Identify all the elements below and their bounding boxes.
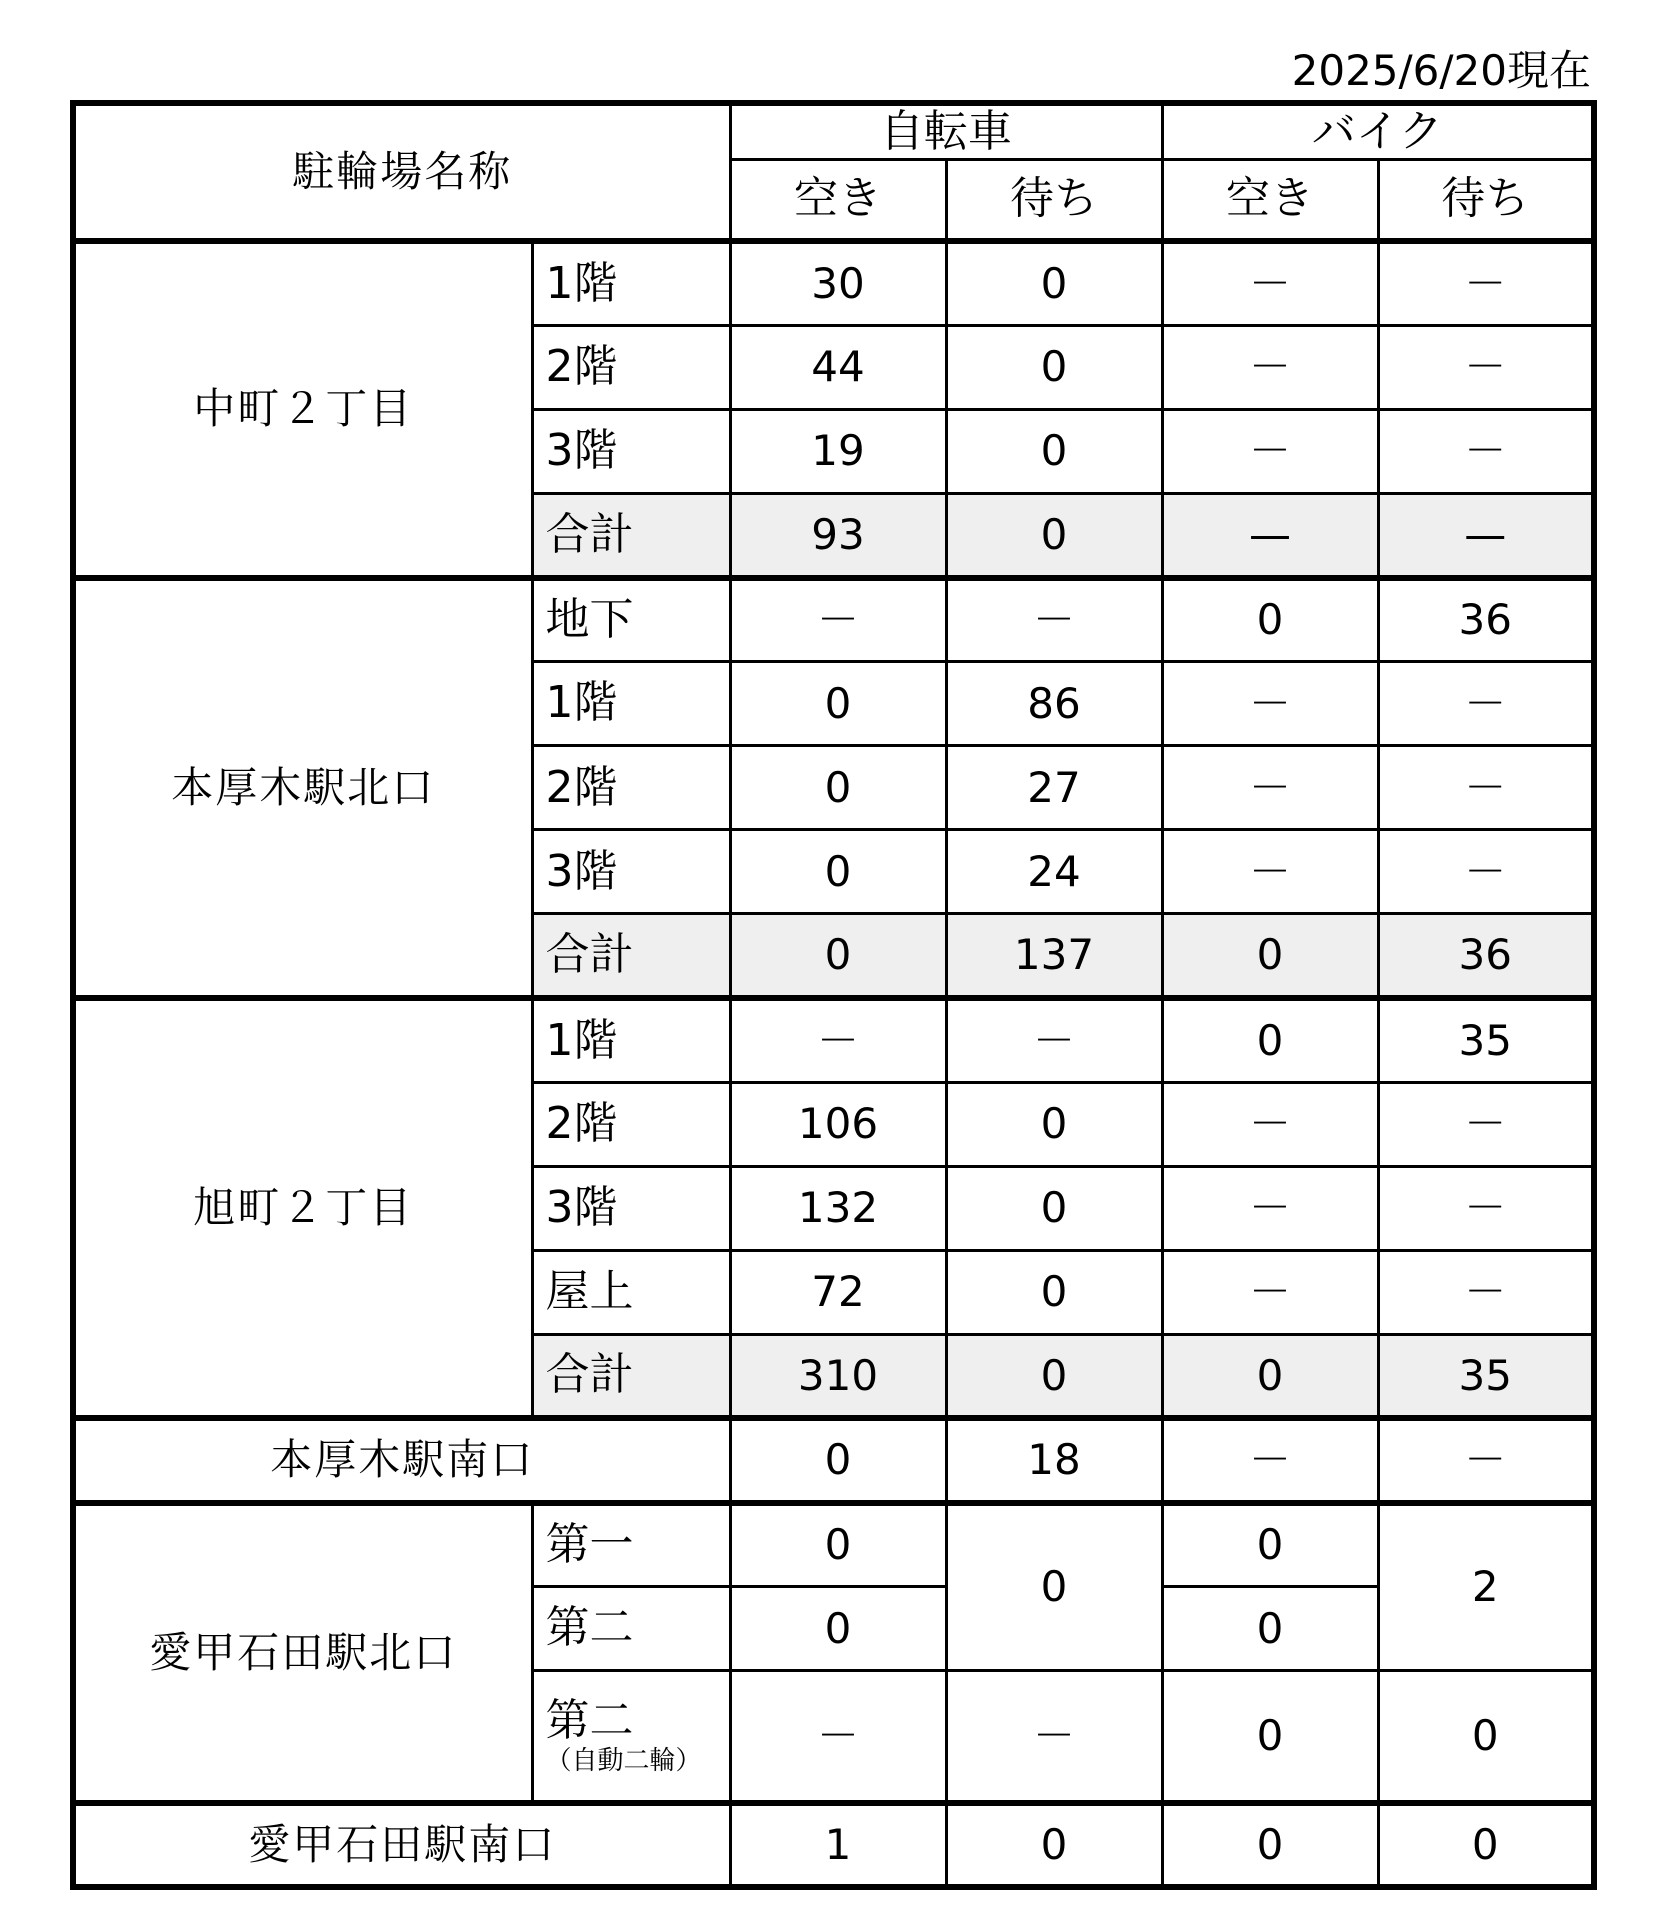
bike-vacant-cell: － xyxy=(1162,241,1378,325)
floor-label-main: 第二 xyxy=(545,1694,634,1746)
lot-name: 愛甲石田駅北口 xyxy=(73,1503,532,1803)
bicycle-vacant-cell: 0 xyxy=(730,1503,946,1587)
bicycle-waiting-cell: 0 xyxy=(946,1250,1162,1334)
bicycle-vacant-cell: － xyxy=(730,578,946,662)
header-bike-waiting: 待ち xyxy=(1378,159,1594,241)
bicycle-waiting-cell: 86 xyxy=(946,662,1162,746)
bicycle-waiting-cell: 0 xyxy=(946,409,1162,493)
bike-vacant-cell: － xyxy=(1162,1418,1378,1502)
floor-label-sub: （自動二輪） xyxy=(545,1745,702,1776)
floor-label: 合計 xyxy=(532,493,730,577)
bike-waiting-cell: 0 xyxy=(1378,1671,1594,1803)
bike-waiting-cell: － xyxy=(1378,1418,1594,1502)
bicycle-vacant-cell: 0 xyxy=(730,1587,946,1671)
bike-vacant-cell: － xyxy=(1162,746,1378,830)
floor-label: 1階 xyxy=(532,662,730,746)
bicycle-vacant-cell: 93 xyxy=(730,493,946,577)
bike-vacant-cell: － xyxy=(1162,662,1378,746)
floor-label: 合計 xyxy=(532,1334,730,1418)
bike-waiting-cell: － xyxy=(1378,1250,1594,1334)
table-row xyxy=(73,1503,1594,1587)
bike-waiting-cell: － xyxy=(1378,746,1594,830)
header-bike: バイク xyxy=(1162,103,1594,159)
floor-label: 屋上 xyxy=(532,1250,730,1334)
bicycle-waiting-cell: 0 xyxy=(946,1082,1162,1166)
bike-vacant-cell: 0 xyxy=(1162,1587,1378,1671)
bicycle-waiting-cell: － xyxy=(946,998,1162,1082)
table-row xyxy=(73,241,1594,325)
bike-vacant-cell: 0 xyxy=(1162,914,1378,998)
bike-vacant-cell: 0 xyxy=(1162,1803,1378,1887)
floor-label: 地下 xyxy=(532,578,730,662)
bicycle-waiting-cell: 0 xyxy=(946,1334,1162,1418)
bike-waiting-cell: 35 xyxy=(1378,1334,1594,1418)
floor-label: 1階 xyxy=(532,241,730,325)
floor-label: 2階 xyxy=(532,1082,730,1166)
bicycle-waiting-cell: 18 xyxy=(946,1418,1162,1502)
bicycle-vacant-cell: － xyxy=(730,998,946,1082)
bike-vacant-cell: 0 xyxy=(1162,1671,1378,1803)
bicycle-vacant-cell: 30 xyxy=(730,241,946,325)
floor-label: 第一 xyxy=(532,1503,730,1587)
bike-waiting-cell: — xyxy=(1378,493,1594,577)
floor-label: 1階 xyxy=(532,998,730,1082)
bike-waiting-cell: － xyxy=(1378,1082,1594,1166)
bicycle-vacant-cell: 0 xyxy=(730,662,946,746)
bike-waiting-cell: 35 xyxy=(1378,998,1594,1082)
bicycle-waiting-cell: 0 xyxy=(946,325,1162,409)
floor-label: 2階 xyxy=(532,325,730,409)
bicycle-vacant-cell: 106 xyxy=(730,1082,946,1166)
bike-vacant-cell: － xyxy=(1162,830,1378,914)
bicycle-vacant-cell: 310 xyxy=(730,1334,946,1418)
bicycle-waiting-cell: 0 xyxy=(946,1803,1162,1887)
bike-waiting-cell: － xyxy=(1378,1166,1594,1250)
header-bicycle-waiting: 待ち xyxy=(946,159,1162,241)
bike-vacant-cell: 0 xyxy=(1162,1503,1378,1587)
bicycle-vacant-cell: 0 xyxy=(730,746,946,830)
bike-vacant-cell: 0 xyxy=(1162,1334,1378,1418)
bike-vacant-cell: 0 xyxy=(1162,578,1378,662)
bike-waiting-cell: － xyxy=(1378,325,1594,409)
bicycle-waiting-cell: 137 xyxy=(946,914,1162,998)
floor-label: 2階 xyxy=(532,746,730,830)
bike-vacant-cell: — xyxy=(1162,493,1378,577)
bike-vacant-cell: － xyxy=(1162,325,1378,409)
as-of-date: 2025/6/20現在 xyxy=(1291,46,1591,95)
floor-label: 3階 xyxy=(532,830,730,914)
lot-name: 本厚木駅北口 xyxy=(73,578,532,998)
bike-waiting-cell: － xyxy=(1378,830,1594,914)
bicycle-vacant-cell: 0 xyxy=(730,1418,946,1502)
bicycle-vacant-cell: － xyxy=(730,1671,946,1803)
bike-vacant-cell: － xyxy=(1162,1166,1378,1250)
table-row xyxy=(73,578,1594,662)
floor-label: 3階 xyxy=(532,1166,730,1250)
bike-waiting-cell: － xyxy=(1378,241,1594,325)
bicycle-vacant-cell: 1 xyxy=(730,1803,946,1887)
parking-availability-table xyxy=(70,100,1597,1890)
bicycle-waiting-cell: 0 xyxy=(946,1166,1162,1250)
lot-name: 愛甲石田駅南口 xyxy=(73,1803,730,1887)
bike-vacant-cell: － xyxy=(1162,409,1378,493)
bicycle-waiting-cell: 0 xyxy=(946,1503,1162,1671)
header-bicycle: 自転車 xyxy=(730,103,1162,159)
header-bicycle-vacant: 空き xyxy=(730,159,946,241)
bike-vacant-cell: － xyxy=(1162,1082,1378,1166)
floor-label: 3階 xyxy=(532,409,730,493)
header-bike-vacant: 空き xyxy=(1162,159,1378,241)
bike-waiting-cell: － xyxy=(1378,662,1594,746)
bike-waiting-cell: － xyxy=(1378,409,1594,493)
bike-waiting-cell: 2 xyxy=(1378,1503,1594,1671)
bicycle-waiting-cell: － xyxy=(946,1671,1162,1803)
bike-waiting-cell: 0 xyxy=(1378,1803,1594,1887)
bicycle-vacant-cell: 72 xyxy=(730,1250,946,1334)
table-row xyxy=(73,1803,1594,1887)
lot-name: 本厚木駅南口 xyxy=(73,1418,730,1502)
bike-waiting-cell: 36 xyxy=(1378,578,1594,662)
bicycle-waiting-cell: 0 xyxy=(946,241,1162,325)
bike-vacant-cell: － xyxy=(1162,1250,1378,1334)
bicycle-waiting-cell: － xyxy=(946,578,1162,662)
bicycle-vacant-cell: 44 xyxy=(730,325,946,409)
floor-label xyxy=(532,1671,730,1803)
bicycle-vacant-cell: 0 xyxy=(730,914,946,998)
bicycle-waiting-cell: 24 xyxy=(946,830,1162,914)
lot-name: 中町２丁目 xyxy=(73,241,532,577)
header-name: 駐輪場名称 xyxy=(73,103,730,241)
bicycle-waiting-cell: 0 xyxy=(946,493,1162,577)
table-row xyxy=(73,998,1594,1082)
bicycle-vacant-cell: 132 xyxy=(730,1166,946,1250)
lot-name: 旭町２丁目 xyxy=(73,998,532,1418)
floor-label: 合計 xyxy=(532,914,730,998)
floor-label: 第二 xyxy=(532,1587,730,1671)
bicycle-vacant-cell: 0 xyxy=(730,830,946,914)
table-row xyxy=(73,1418,1594,1502)
bicycle-waiting-cell: 27 xyxy=(946,746,1162,830)
bike-vacant-cell: 0 xyxy=(1162,998,1378,1082)
bike-waiting-cell: 36 xyxy=(1378,914,1594,998)
bicycle-vacant-cell: 19 xyxy=(730,409,946,493)
